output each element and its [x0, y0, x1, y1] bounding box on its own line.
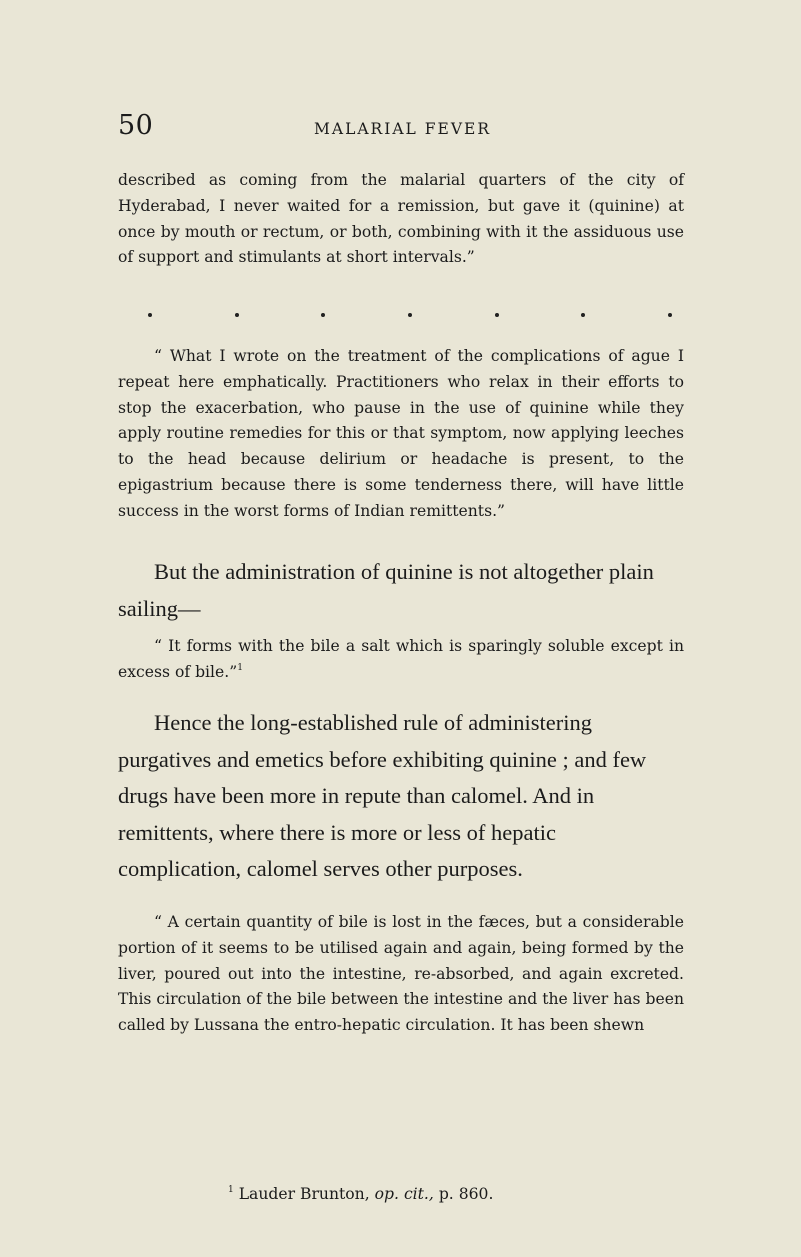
- dot: [321, 313, 325, 317]
- footnote-rest: p. 860.: [438, 1185, 494, 1203]
- quote-circulation: [118, 910, 684, 1039]
- paragraph-3: But the administration of quinine is not altogether plain sailing—: [118, 559, 654, 621]
- dot: [581, 313, 585, 317]
- paragraph-5: Hence the long-established rule of administering purgatives and emetics before exhibiting quinine ; and few drugs have been more in repute than calomel. And in remittents, where there is more or less of hepatic complication, calomel serves other purposes.: [118, 710, 647, 881]
- narrative-2: [118, 705, 684, 888]
- dot: [668, 313, 672, 317]
- dot: [408, 313, 412, 317]
- paragraph-1: described as coming from the malarial quarters of the city of Hyderabad, I never waited for a remission, but gave it (quinine) at once by mouth or rectum, or both, combining with it the assiduous use of support and stimulants at short intervals.”: [118, 171, 684, 267]
- paragraph-4-text: “ It forms with the bile a salt which is sparingly soluble except in excess of bile.”: [118, 637, 684, 681]
- footnote-marker: 1: [228, 1185, 234, 1195]
- footnote-italic: op. cit.,: [374, 1185, 434, 1203]
- quote-treatment: [118, 344, 684, 525]
- narrative-1: [118, 554, 684, 627]
- dot: [148, 313, 152, 317]
- running-head: MALARIAL FEVER: [314, 120, 492, 138]
- paragraph-2: “ What I wrote on the treatment of the complications of ague I repeat here emphatically. Practitioners who relax in their efforts to stop the exacerbation, who pause in the use of quinine while they apply routine remedies for this or that symptom, now applying leeches to the head because delirium or headache is present, to the epigastrium because there is some tenderness there, will have little success in the worst forms of Indian remittents.”: [118, 347, 684, 520]
- paragraph-4: [118, 634, 684, 686]
- footnote-ref: 1: [237, 662, 243, 673]
- page-header: [118, 110, 678, 144]
- ellipsis-dots: [118, 296, 684, 330]
- dot: [495, 313, 499, 317]
- quote-continuation: [118, 168, 684, 271]
- page-number: 50: [118, 110, 154, 141]
- dot: [235, 313, 239, 317]
- paragraph-6: “ A certain quantity of bile is lost in the fæces, but a considerable portion of it seems to be utilised again and again, being formed by the liver, poured out into the intestine, re-absorbed, and again excreted. This circulation of the bile between the intestine and the liver has been called by Lussana the entro-hepatic circulation. It has been shewn: [118, 913, 684, 1035]
- footnote-author: Lauder Brunton,: [238, 1185, 370, 1203]
- quote-bile: [118, 634, 684, 686]
- footnote: [228, 1185, 493, 1203]
